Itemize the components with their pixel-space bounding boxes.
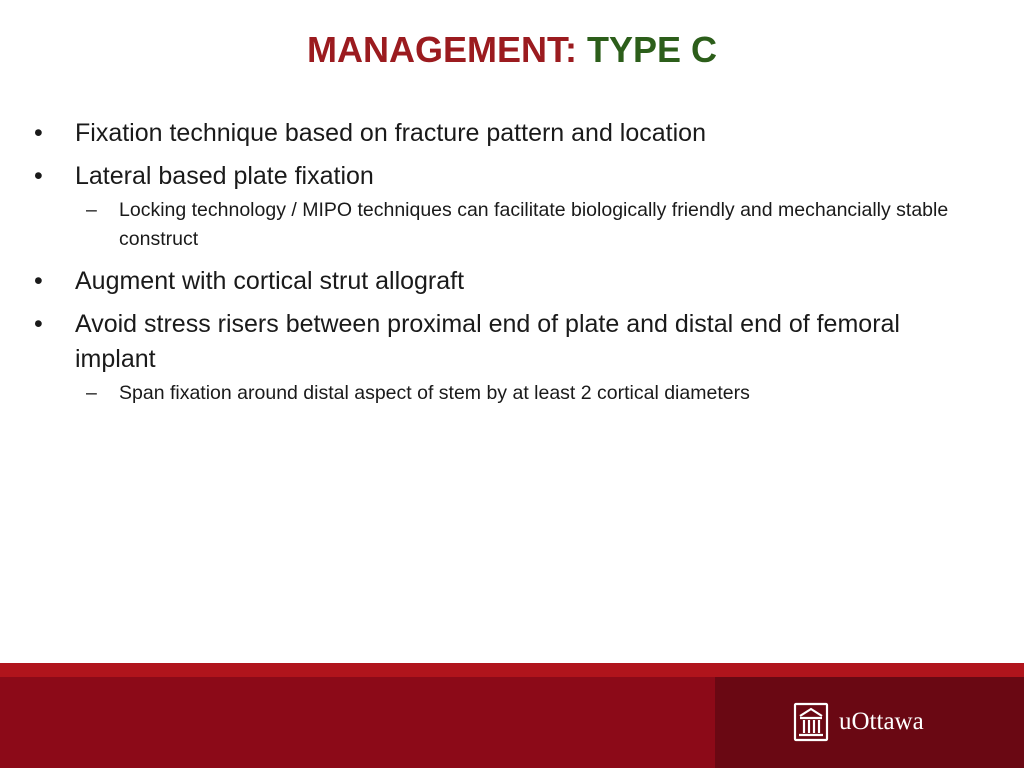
university-building-icon: [793, 702, 829, 742]
bullet-item: [30, 116, 980, 151]
bullet-marker: •: [34, 162, 43, 190]
footer-stripe: [0, 663, 1024, 677]
bullet-text: Fixation technique based on fracture pattern and location: [75, 119, 706, 147]
sub-bullet-item: [30, 196, 980, 254]
title-type-c: TYPE C: [586, 29, 717, 70]
sub-bullet-text: Span fixation around distal aspect of stem by at least 2 cortical diameters: [119, 382, 750, 404]
sub-bullet-item: [30, 379, 980, 408]
bullet-list: [30, 116, 980, 418]
bullet-item: [30, 159, 980, 194]
dash-marker: –: [86, 382, 97, 404]
footer-main: [0, 677, 715, 768]
dash-marker: –: [86, 199, 97, 221]
bullet-marker: •: [34, 267, 43, 295]
bullet-item: [30, 264, 980, 299]
bullet-marker: •: [34, 310, 43, 338]
uottawa-logo-text: uOttawa: [839, 708, 924, 735]
sub-bullet-text: Locking technology / MIPO techniques can facilitate biologically friendly and mechancially stable construct: [119, 199, 949, 250]
footer-logo-area: [715, 677, 1024, 768]
footer-band: [0, 663, 1024, 768]
slide-title: [0, 28, 1024, 72]
bullet-marker: •: [34, 119, 43, 147]
bullet-text: Augment with cortical strut allograft: [75, 267, 465, 295]
bullet-text: Avoid stress risers between proximal end of plate and distal end of femoral implant: [75, 310, 900, 373]
bullet-item: [30, 307, 980, 377]
bullet-text: Lateral based plate fixation: [75, 162, 374, 190]
title-management: MANAGEMENT:: [306, 29, 587, 70]
